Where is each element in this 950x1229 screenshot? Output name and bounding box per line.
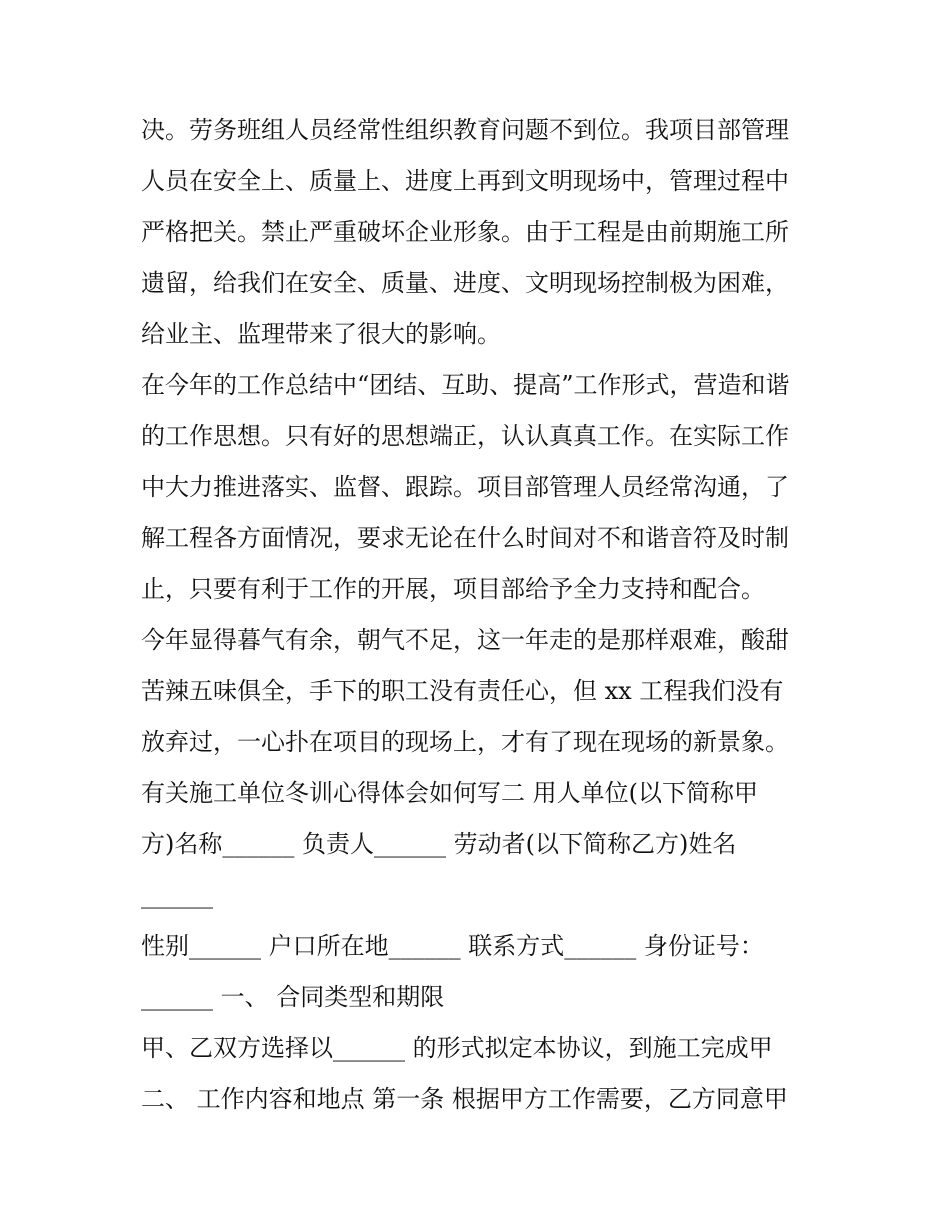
- text-line: 甲、乙双方选择以______ 的形式拟定本协议，到施工完成甲: [141, 1034, 773, 1062]
- document-body: [141, 105, 821, 1125]
- text-line: 的工作思想。只有好的思想端正，认认真真工作。在实际工作: [141, 422, 789, 450]
- text-line: 在今年的工作总结中“团结、互助、提高”工作形式，营造和谐: [141, 371, 790, 399]
- text-line: 性别______ 户口所在地______ 联系方式______ 身份证号：: [141, 932, 764, 960]
- text-line: 有关施工单位冬训心得体会如何写二 用人单位(以下简称甲: [141, 779, 758, 807]
- text-line: 今年显得暮气有余，朝气不足，这一年走的是那样艰难，酸甜: [141, 626, 789, 654]
- text-line: 止，只要有利于工作的开展，项目部给予全力支持和配合。: [141, 575, 765, 603]
- text-line: 二、 工作内容和地点 第一条 根据甲方工作需要，乙方同意甲: [141, 1085, 788, 1113]
- text-line: 苦辣五味俱全，手下的职工没有责任心，但 xx 工程我们没有: [141, 677, 784, 705]
- text-line: ______: [141, 881, 213, 909]
- text-line: ______ 一、 合同类型和期限: [141, 983, 445, 1011]
- text-line: 放弃过，一心扑在项目的现场上，才有了现在现场的新景象。: [141, 728, 789, 756]
- text-line: 严格把关。禁止严重破坏企业形象。由于工程是由前期施工所: [141, 218, 789, 246]
- text-line: 中大力推进落实、监督、跟踪。项目部管理人员经常沟通，了: [141, 473, 789, 501]
- text-line: 人员在安全上、质量上、进度上再到文明现场中，管理过程中: [141, 167, 789, 195]
- text-line: 解工程各方面情况，要求无论在什么时间对不和谐音符及时制: [141, 524, 789, 552]
- text-line: 方)名称______ 负责人______ 劳动者(以下简称乙方)姓名: [141, 830, 737, 858]
- text-line: 遗留，给我们在安全、质量、进度、文明现场控制极为困难，: [141, 269, 789, 297]
- text-line: 决。劳务班组人员经常性组织教育问题不到位。我项目部管理: [141, 116, 789, 144]
- text-line: 给业主、监理带来了很大的影响。: [141, 320, 501, 348]
